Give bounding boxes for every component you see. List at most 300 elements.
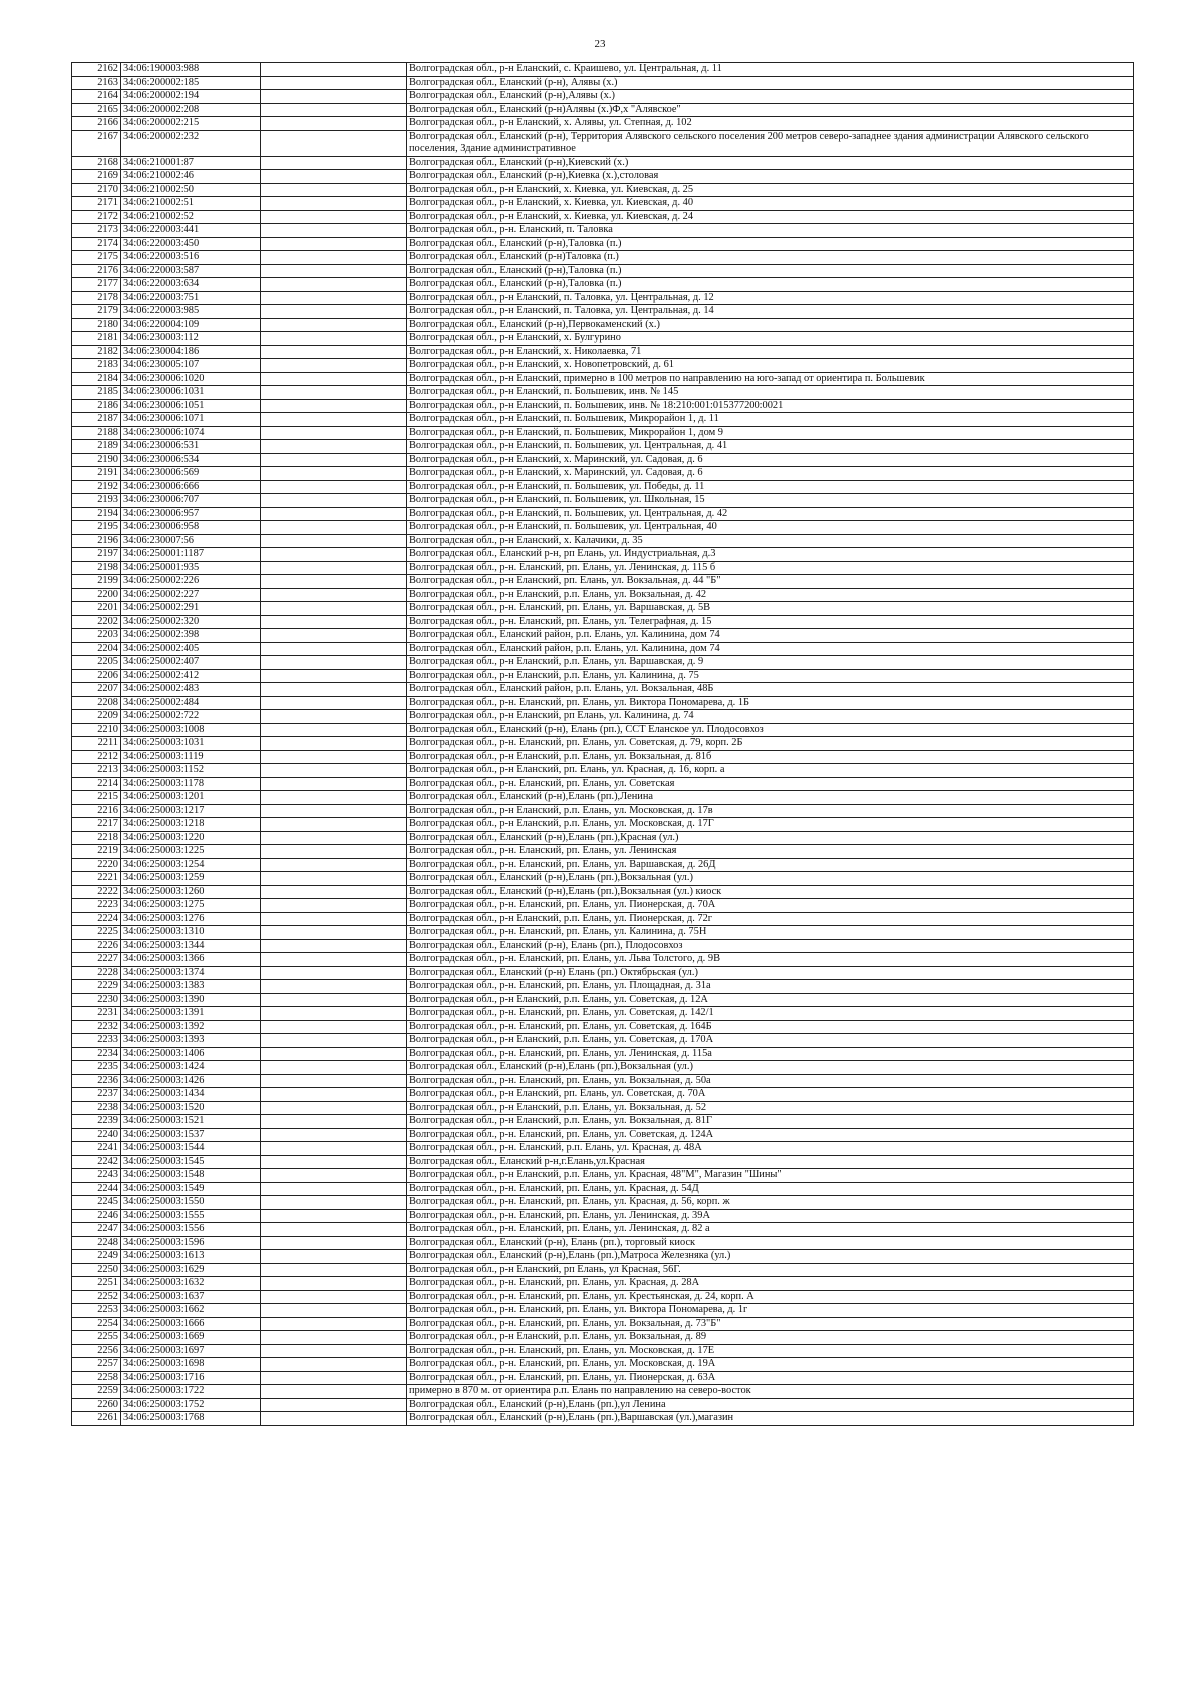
address-cell: Волгоградская обл., р-н. Еланский, рп. Елань, ул. Льва Толстого, д. 9В: [407, 953, 1134, 967]
address-cell: Волгоградская обл., Еланский р-н, рп Елань, ул. Индустриальная, д.3: [407, 548, 1134, 562]
address-cell: Волгоградская обл., р-н. Еланский, рп. Елань, ул. Ленинская, д. 115 б: [407, 561, 1134, 575]
row-number-cell: 2215: [72, 791, 121, 805]
row-number-cell: 2245: [72, 1196, 121, 1210]
cadastral-number-cell: 34:06:220003:450: [121, 237, 261, 251]
row-number-cell: 2193: [72, 494, 121, 508]
cadastral-number-cell: 34:06:250003:1520: [121, 1101, 261, 1115]
row-number-cell: 2225: [72, 926, 121, 940]
row-number-cell: 2203: [72, 629, 121, 643]
table-row: [72, 804, 1134, 818]
address-cell: Волгоградская обл., р-н. Еланский, рп. Елань, ул. Московская, д. 17Е: [407, 1344, 1134, 1358]
empty-cell: [261, 453, 407, 467]
empty-cell: [261, 318, 407, 332]
row-number-cell: 2233: [72, 1034, 121, 1048]
table-row: [72, 305, 1134, 319]
row-number-cell: 2212: [72, 750, 121, 764]
cadastral-number-cell: 34:06:250003:1366: [121, 953, 261, 967]
cadastral-number-cell: 34:06:250001:1187: [121, 548, 261, 562]
empty-cell: [261, 642, 407, 656]
table-row: [72, 669, 1134, 683]
table-row: [72, 791, 1134, 805]
address-cell: Волгоградская обл., Еланский (р-н),Таловка (п.): [407, 264, 1134, 278]
table-row: [72, 1385, 1134, 1399]
empty-cell: [261, 183, 407, 197]
table-row: [72, 1007, 1134, 1021]
table-row: [72, 1088, 1134, 1102]
cadastral-number-cell: 34:06:250003:1276: [121, 912, 261, 926]
table-row: [72, 467, 1134, 481]
empty-cell: [261, 197, 407, 211]
empty-cell: [261, 845, 407, 859]
row-number-cell: 2228: [72, 966, 121, 980]
cadastral-number-cell: 34:06:250003:1716: [121, 1371, 261, 1385]
table-row: [72, 1331, 1134, 1345]
table-row: [72, 413, 1134, 427]
row-number-cell: 2188: [72, 426, 121, 440]
row-number-cell: 2186: [72, 399, 121, 413]
cadastral-number-cell: 34:06:250003:1629: [121, 1263, 261, 1277]
row-number-cell: 2244: [72, 1182, 121, 1196]
cadastral-number-cell: 34:06:250003:1031: [121, 737, 261, 751]
row-number-cell: 2187: [72, 413, 121, 427]
cadastral-number-cell: 34:06:250003:1752: [121, 1398, 261, 1412]
table-row: [72, 1209, 1134, 1223]
empty-cell: [261, 696, 407, 710]
address-cell: Волгоградская обл., р-н Еланский, п. Большевик, ул. Победы, д. 11: [407, 480, 1134, 494]
empty-cell: [261, 1142, 407, 1156]
row-number-cell: 2243: [72, 1169, 121, 1183]
address-cell: Волгоградская обл., Еланский район, р.п. Елань, ул. Вокзальная, 48Б: [407, 683, 1134, 697]
empty-cell: [261, 1128, 407, 1142]
empty-cell: [261, 629, 407, 643]
empty-cell: [261, 1236, 407, 1250]
cadastral-number-cell: 34:06:250003:1393: [121, 1034, 261, 1048]
empty-cell: [261, 521, 407, 535]
address-cell: Волгоградская обл., р-н. Еланский, рп. Елань, ул. Пионерская, д. 70А: [407, 899, 1134, 913]
table-row: [72, 575, 1134, 589]
address-cell: Волгоградская обл., р-н. Еланский, рп. Елань, ул. Пионерская, д. 63А: [407, 1371, 1134, 1385]
address-cell: Волгоградская обл., р-н Еланский, р.п. Елань, ул. Советская, д. 12А: [407, 993, 1134, 1007]
empty-cell: [261, 1047, 407, 1061]
table-row: [72, 386, 1134, 400]
empty-cell: [261, 251, 407, 265]
address-cell: Волгоградская обл., р-н Еланский, с. Краишево, ул. Центральная, д. 11: [407, 63, 1134, 77]
address-cell: Волгоградская обл., р-н Еланский, рп Елань, ул. Калинина, д. 74: [407, 710, 1134, 724]
table-row: [72, 1412, 1134, 1426]
address-cell: Волгоградская обл., Еланский (р-н), Алявы (х.): [407, 76, 1134, 90]
row-number-cell: 2210: [72, 723, 121, 737]
cadastral-number-cell: 34:06:250003:1596: [121, 1236, 261, 1250]
cadastral-number-cell: 34:06:250003:1722: [121, 1385, 261, 1399]
table-row: [72, 1074, 1134, 1088]
cadastral-number-cell: 34:06:250002:226: [121, 575, 261, 589]
address-cell: Волгоградская обл., р-н. Еланский, р.п. Елань, ул. Красная, д. 48А: [407, 1142, 1134, 1156]
empty-cell: [261, 1290, 407, 1304]
table-row: [72, 534, 1134, 548]
row-number-cell: 2241: [72, 1142, 121, 1156]
address-cell: Волгоградская обл., р-н. Еланский, рп. Елань, ул. Советская, д. 142/1: [407, 1007, 1134, 1021]
address-cell: примерно в 870 м. от ориентира р.п. Елань по направлению на северо-восток: [407, 1385, 1134, 1399]
row-number-cell: 2200: [72, 588, 121, 602]
cadastral-number-cell: 34:06:200002:194: [121, 90, 261, 104]
row-number-cell: 2162: [72, 63, 121, 77]
address-cell: Волгоградская обл., Еланский (р-н),Киевский (х.): [407, 156, 1134, 170]
empty-cell: [261, 885, 407, 899]
empty-cell: [261, 764, 407, 778]
row-number-cell: 2202: [72, 615, 121, 629]
row-number-cell: 2259: [72, 1385, 121, 1399]
address-cell: Волгоградская обл., р-н Еланский, п. Таловка, ул. Центральная, д. 14: [407, 305, 1134, 319]
cadastral-number-cell: 34:06:250002:398: [121, 629, 261, 643]
empty-cell: [261, 1088, 407, 1102]
table-row: [72, 939, 1134, 953]
row-number-cell: 2247: [72, 1223, 121, 1237]
row-number-cell: 2226: [72, 939, 121, 953]
cadastral-number-cell: 34:06:220003:634: [121, 278, 261, 292]
empty-cell: [261, 1344, 407, 1358]
empty-cell: [261, 656, 407, 670]
table-row: [72, 130, 1134, 156]
empty-cell: [261, 534, 407, 548]
address-cell: Волгоградская обл., р-н Еланский, примерно в 100 метров по направлению на юго-запад от ориентира п. Большевик: [407, 372, 1134, 386]
cadastral-number-cell: 34:06:250002:407: [121, 656, 261, 670]
row-number-cell: 2207: [72, 683, 121, 697]
empty-cell: [261, 90, 407, 104]
cadastral-number-cell: 34:06:250003:1374: [121, 966, 261, 980]
row-number-cell: 2183: [72, 359, 121, 373]
empty-cell: [261, 1398, 407, 1412]
address-cell: Волгоградская обл., р-н. Еланский, рп. Елань, ул. Советская: [407, 777, 1134, 791]
empty-cell: [261, 426, 407, 440]
empty-cell: [261, 332, 407, 346]
table-row: [72, 426, 1134, 440]
row-number-cell: 2239: [72, 1115, 121, 1129]
table-row: [72, 1223, 1134, 1237]
address-cell: Волгоградская обл., р-н Еланский, рп. Елань, ул. Вокзальная, д. 44 "Б": [407, 575, 1134, 589]
empty-cell: [261, 804, 407, 818]
cadastral-number-cell: 34:06:210002:51: [121, 197, 261, 211]
empty-cell: [261, 683, 407, 697]
cadastral-number-cell: 34:06:220003:587: [121, 264, 261, 278]
address-cell: Волгоградская обл., р-н. Еланский, рп. Елань, ул. Ленинская, д. 82 а: [407, 1223, 1134, 1237]
address-cell: Волгоградская обл., р-н. Еланский, рп. Елань, ул. Площадная, д. 31а: [407, 980, 1134, 994]
row-number-cell: 2238: [72, 1101, 121, 1115]
address-cell: Волгоградская обл., р-н Еланский, п. Большевик, ул. Школьная, 15: [407, 494, 1134, 508]
row-number-cell: 2195: [72, 521, 121, 535]
table-row: [72, 170, 1134, 184]
cadastral-number-cell: 34:06:250003:1555: [121, 1209, 261, 1223]
address-cell: Волгоградская обл., Еланский (р-н),Елань (рп.),Варшавская (ул.),магазин: [407, 1412, 1134, 1426]
empty-cell: [261, 1331, 407, 1345]
cadastral-number-cell: 34:06:200002:232: [121, 130, 261, 156]
address-cell: Волгоградская обл., р-н. Еланский, рп. Елань, ул. Виктора Пономарева, д. 1Б: [407, 696, 1134, 710]
row-number-cell: 2179: [72, 305, 121, 319]
table-row: [72, 210, 1134, 224]
table-row: [72, 117, 1134, 131]
cadastral-number-cell: 34:06:250003:1254: [121, 858, 261, 872]
row-number-cell: 2198: [72, 561, 121, 575]
address-cell: Волгоградская обл., р-н. Еланский, рп. Елань, ул. Красная, д. 54Д: [407, 1182, 1134, 1196]
address-cell: Волгоградская обл., Еланский (р-н),Елань (рп.),Матроса Железняка (ул.): [407, 1250, 1134, 1264]
row-number-cell: 2256: [72, 1344, 121, 1358]
table-row: [72, 1371, 1134, 1385]
table-row: [72, 858, 1134, 872]
empty-cell: [261, 278, 407, 292]
row-number-cell: 2223: [72, 899, 121, 913]
empty-cell: [261, 386, 407, 400]
address-cell: Волгоградская обл., р-н Еланский, р.п. Елань, ул. Красная, 48"М", Магазин "Шины": [407, 1169, 1134, 1183]
row-number-cell: 2254: [72, 1317, 121, 1331]
row-number-cell: 2178: [72, 291, 121, 305]
empty-cell: [261, 1182, 407, 1196]
empty-cell: [261, 669, 407, 683]
address-cell: Волгоградская обл., р-н. Еланский, рп. Елань, ул. Ленинская, д. 115а: [407, 1047, 1134, 1061]
address-cell: Волгоградская обл., р-н Еланский, п. Таловка, ул. Центральная, д. 12: [407, 291, 1134, 305]
row-number-cell: 2182: [72, 345, 121, 359]
empty-cell: [261, 561, 407, 575]
table-row: [72, 1115, 1134, 1129]
row-number-cell: 2214: [72, 777, 121, 791]
table-row: [72, 629, 1134, 643]
table-row: [72, 710, 1134, 724]
cadastral-number-cell: 34:06:250003:1549: [121, 1182, 261, 1196]
table-row: [72, 1290, 1134, 1304]
cadastral-number-cell: 34:06:200002:208: [121, 103, 261, 117]
empty-cell: [261, 224, 407, 238]
address-cell: Волгоградская обл., Еланский (р-н),Елань (рп.),Вокзальная (ул.): [407, 1061, 1134, 1075]
cadastral-number-cell: 34:06:250002:291: [121, 602, 261, 616]
table-row: [72, 872, 1134, 886]
table-row: [72, 1047, 1134, 1061]
cadastral-number-cell: 34:06:250003:1310: [121, 926, 261, 940]
table-row: [72, 885, 1134, 899]
address-cell: Волгоградская обл., р-н Еланский, х. Новопетровский, д. 61: [407, 359, 1134, 373]
empty-cell: [261, 831, 407, 845]
row-number-cell: 2206: [72, 669, 121, 683]
table-row: [72, 980, 1134, 994]
address-cell: Волгоградская обл., р-н Еланский, п. Большевик, ул. Центральная, д. 42: [407, 507, 1134, 521]
address-cell: Волгоградская обл., р-н. Еланский, рп. Елань, ул. Телеграфная, д. 15: [407, 615, 1134, 629]
address-cell: Волгоградская обл., р-н Еланский, р.п. Елань, ул. Вокзальная, д. 52: [407, 1101, 1134, 1115]
row-number-cell: 2192: [72, 480, 121, 494]
row-number-cell: 2208: [72, 696, 121, 710]
row-number-cell: 2201: [72, 602, 121, 616]
address-cell: Волгоградская обл., р-н Еланский, р.п. Елань, ул. Московская, д. 17в: [407, 804, 1134, 818]
address-cell: Волгоградская обл., р-н. Еланский, п. Таловка: [407, 224, 1134, 238]
cadastral-number-cell: 34:06:230006:958: [121, 521, 261, 535]
row-number-cell: 2213: [72, 764, 121, 778]
cadastral-number-cell: 34:06:220003:441: [121, 224, 261, 238]
empty-cell: [261, 1196, 407, 1210]
cadastral-number-cell: 34:06:250002:320: [121, 615, 261, 629]
empty-cell: [261, 723, 407, 737]
address-cell: Волгоградская обл., р-н Еланский, р.п. Елань, ул. Московская, д. 17Г: [407, 818, 1134, 832]
table-row: [72, 750, 1134, 764]
table-row: [72, 1196, 1134, 1210]
row-number-cell: 2236: [72, 1074, 121, 1088]
empty-cell: [261, 1263, 407, 1277]
cadastral-number-cell: 34:06:250003:1424: [121, 1061, 261, 1075]
address-cell: Волгоградская обл., Еланский (р-н), Елань (рп.), Плодосовхоз: [407, 939, 1134, 953]
row-number-cell: 2168: [72, 156, 121, 170]
cadastral-number-cell: 34:06:250003:1225: [121, 845, 261, 859]
row-number-cell: 2180: [72, 318, 121, 332]
row-number-cell: 2261: [72, 1412, 121, 1426]
address-cell: Волгоградская обл., р-н Еланский, х. Маринский, ул. Садовая, д. 6: [407, 467, 1134, 481]
address-cell: Волгоградская обл., Еланский (р-н), Елань (рп.), ССТ Еланское ул. Плодосовхоз: [407, 723, 1134, 737]
row-number-cell: 2184: [72, 372, 121, 386]
empty-cell: [261, 467, 407, 481]
cadastral-number-cell: 34:06:250003:1383: [121, 980, 261, 994]
address-cell: Волгоградская обл., Еланский (р-н),Киевка (х.),столовая: [407, 170, 1134, 184]
cadastral-number-cell: 34:06:200002:185: [121, 76, 261, 90]
address-cell: Волгоградская обл., р-н Еланский, п. Большевик, инв. № 145: [407, 386, 1134, 400]
table-row: [72, 1358, 1134, 1372]
table-row: [72, 777, 1134, 791]
page-number: 23: [594, 38, 606, 50]
table-row: [72, 1155, 1134, 1169]
cadastral-number-cell: 34:06:190003:988: [121, 63, 261, 77]
table-row: [72, 103, 1134, 117]
cadastral-number-cell: 34:06:250003:1178: [121, 777, 261, 791]
address-cell: Волгоградская обл., р-н Еланский, р.п. Елань, ул. Калинина, д. 75: [407, 669, 1134, 683]
cadastral-number-cell: 34:06:230006:1031: [121, 386, 261, 400]
row-number-cell: 2199: [72, 575, 121, 589]
table-row: [72, 237, 1134, 251]
address-cell: Волгоградская обл., р-н. Еланский, рп. Елань, ул. Вокзальная, д. 73"Б": [407, 1317, 1134, 1331]
empty-cell: [261, 103, 407, 117]
row-number-cell: 2220: [72, 858, 121, 872]
row-number-cell: 2175: [72, 251, 121, 265]
cadastral-number-cell: 34:06:250003:1119: [121, 750, 261, 764]
cadastral-number-cell: 34:06:250002:405: [121, 642, 261, 656]
row-number-cell: 2173: [72, 224, 121, 238]
empty-cell: [261, 372, 407, 386]
empty-cell: [261, 117, 407, 131]
empty-cell: [261, 858, 407, 872]
cadastral-number-cell: 34:06:250003:1550: [121, 1196, 261, 1210]
address-cell: Волгоградская обл., Еланский (р-н),Елань (рп.),Вокзальная (ул.): [407, 872, 1134, 886]
address-cell: Волгоградская обл., Еланский (р-н),Елань (рп.),ул Ленина: [407, 1398, 1134, 1412]
registry-body: [72, 63, 1134, 1426]
cadastral-number-cell: 34:06:250003:1344: [121, 939, 261, 953]
address-cell: Волгоградская обл., Еланский (р-н),Елань (рп.),Красная (ул.): [407, 831, 1134, 845]
table-row: [72, 345, 1134, 359]
table-row: [72, 480, 1134, 494]
cadastral-number-cell: 34:06:250003:1218: [121, 818, 261, 832]
address-cell: Волгоградская обл., р-н. Еланский, рп. Елань, ул. Красная, д. 56, корп. ж: [407, 1196, 1134, 1210]
cadastral-number-cell: 34:06:250002:412: [121, 669, 261, 683]
empty-cell: [261, 1304, 407, 1318]
address-cell: Волгоградская обл., р-н Еланский, п. Большевик, Микрорайон 1, дом 9: [407, 426, 1134, 440]
cadastral-number-cell: 34:06:250003:1698: [121, 1358, 261, 1372]
cadastral-number-cell: 34:06:230007:56: [121, 534, 261, 548]
row-number-cell: 2205: [72, 656, 121, 670]
empty-cell: [261, 791, 407, 805]
row-number-cell: 2221: [72, 872, 121, 886]
cadastral-number-cell: 34:06:230006:1071: [121, 413, 261, 427]
address-cell: Волгоградская обл., р-н. Еланский, рп. Елань, ул. Советская, д. 164Б: [407, 1020, 1134, 1034]
address-cell: Волгоградская обл., р-н. Еланский, рп. Елань, ул. Советская, д. 79, корп. 2Б: [407, 737, 1134, 751]
empty-cell: [261, 1101, 407, 1115]
address-cell: Волгоградская обл., р-н Еланский, рп Елань, ул Красная, 56Г.: [407, 1263, 1134, 1277]
address-cell: Волгоградская обл., р-н Еланский, х. Киевка, ул. Киевская, д. 24: [407, 210, 1134, 224]
empty-cell: [261, 210, 407, 224]
table-row: [72, 507, 1134, 521]
row-number-cell: 2169: [72, 170, 121, 184]
row-number-cell: 2250: [72, 1263, 121, 1277]
table-row: [72, 548, 1134, 562]
row-number-cell: 2230: [72, 993, 121, 1007]
table-row: [72, 561, 1134, 575]
address-cell: Волгоградская обл., Еланский (р-н),Алявы (х.): [407, 90, 1134, 104]
table-row: [72, 683, 1134, 697]
cadastral-number-cell: 34:06:250003:1637: [121, 1290, 261, 1304]
row-number-cell: 2258: [72, 1371, 121, 1385]
row-number-cell: 2227: [72, 953, 121, 967]
address-cell: Волгоградская обл., р-н Еланский, х. Маринский, ул. Садовая, д. 6: [407, 453, 1134, 467]
cadastral-number-cell: 34:06:250003:1768: [121, 1412, 261, 1426]
cadastral-number-cell: 34:06:250003:1556: [121, 1223, 261, 1237]
table-row: [72, 926, 1134, 940]
row-number-cell: 2163: [72, 76, 121, 90]
address-cell: Волгоградская обл., р-н. Еланский, рп. Елань, ул. Виктора Пономарева, д. 1г: [407, 1304, 1134, 1318]
table-row: [72, 264, 1134, 278]
row-number-cell: 2229: [72, 980, 121, 994]
table-row: [72, 291, 1134, 305]
empty-cell: [261, 1277, 407, 1291]
cadastral-number-cell: 34:06:230006:1020: [121, 372, 261, 386]
address-cell: Волгоградская обл., Еланский (р-н), Елань (рп.), торговый киоск: [407, 1236, 1134, 1250]
row-number-cell: 2246: [72, 1209, 121, 1223]
cadastral-number-cell: 34:06:230006:1074: [121, 426, 261, 440]
empty-cell: [261, 953, 407, 967]
address-cell: Волгоградская обл., р-н Еланский, п. Большевик, ул. Центральная, 40: [407, 521, 1134, 535]
empty-cell: [261, 1209, 407, 1223]
cadastral-number-cell: 34:06:220003:516: [121, 251, 261, 265]
row-number-cell: 2172: [72, 210, 121, 224]
cadastral-number-cell: 34:06:250003:1669: [121, 1331, 261, 1345]
table-row: [72, 453, 1134, 467]
cadastral-number-cell: 34:06:230003:112: [121, 332, 261, 346]
table-row: [72, 440, 1134, 454]
table-row: [72, 615, 1134, 629]
empty-cell: [261, 872, 407, 886]
row-number-cell: 2219: [72, 845, 121, 859]
table-row: [72, 1344, 1134, 1358]
row-number-cell: 2257: [72, 1358, 121, 1372]
address-cell: Волгоградская обл., р-н. Еланский, рп. Елань, ул. Варшавская, д. 26Д: [407, 858, 1134, 872]
cadastral-number-cell: 34:06:250003:1406: [121, 1047, 261, 1061]
table-row: [72, 1128, 1134, 1142]
cadastral-number-cell: 34:06:250003:1545: [121, 1155, 261, 1169]
table-row: [72, 521, 1134, 535]
row-number-cell: 2166: [72, 117, 121, 131]
row-number-cell: 2242: [72, 1155, 121, 1169]
table-row: [72, 372, 1134, 386]
table-row: [72, 602, 1134, 616]
address-cell: Волгоградская обл., р-н Еланский, х. Киевка, ул. Киевская, д. 40: [407, 197, 1134, 211]
row-number-cell: 2209: [72, 710, 121, 724]
table-row: [72, 1169, 1134, 1183]
address-cell: Волгоградская обл., р-н. Еланский, рп. Елань, ул. Ленинская: [407, 845, 1134, 859]
cadastral-number-cell: 34:06:250003:1544: [121, 1142, 261, 1156]
cadastral-number-cell: 34:06:250003:1537: [121, 1128, 261, 1142]
address-cell: Волгоградская обл., р-н Еланский, рп. Елань, ул. Красная, д. 16, корп. а: [407, 764, 1134, 778]
row-number-cell: 2218: [72, 831, 121, 845]
row-number-cell: 2217: [72, 818, 121, 832]
empty-cell: [261, 1169, 407, 1183]
